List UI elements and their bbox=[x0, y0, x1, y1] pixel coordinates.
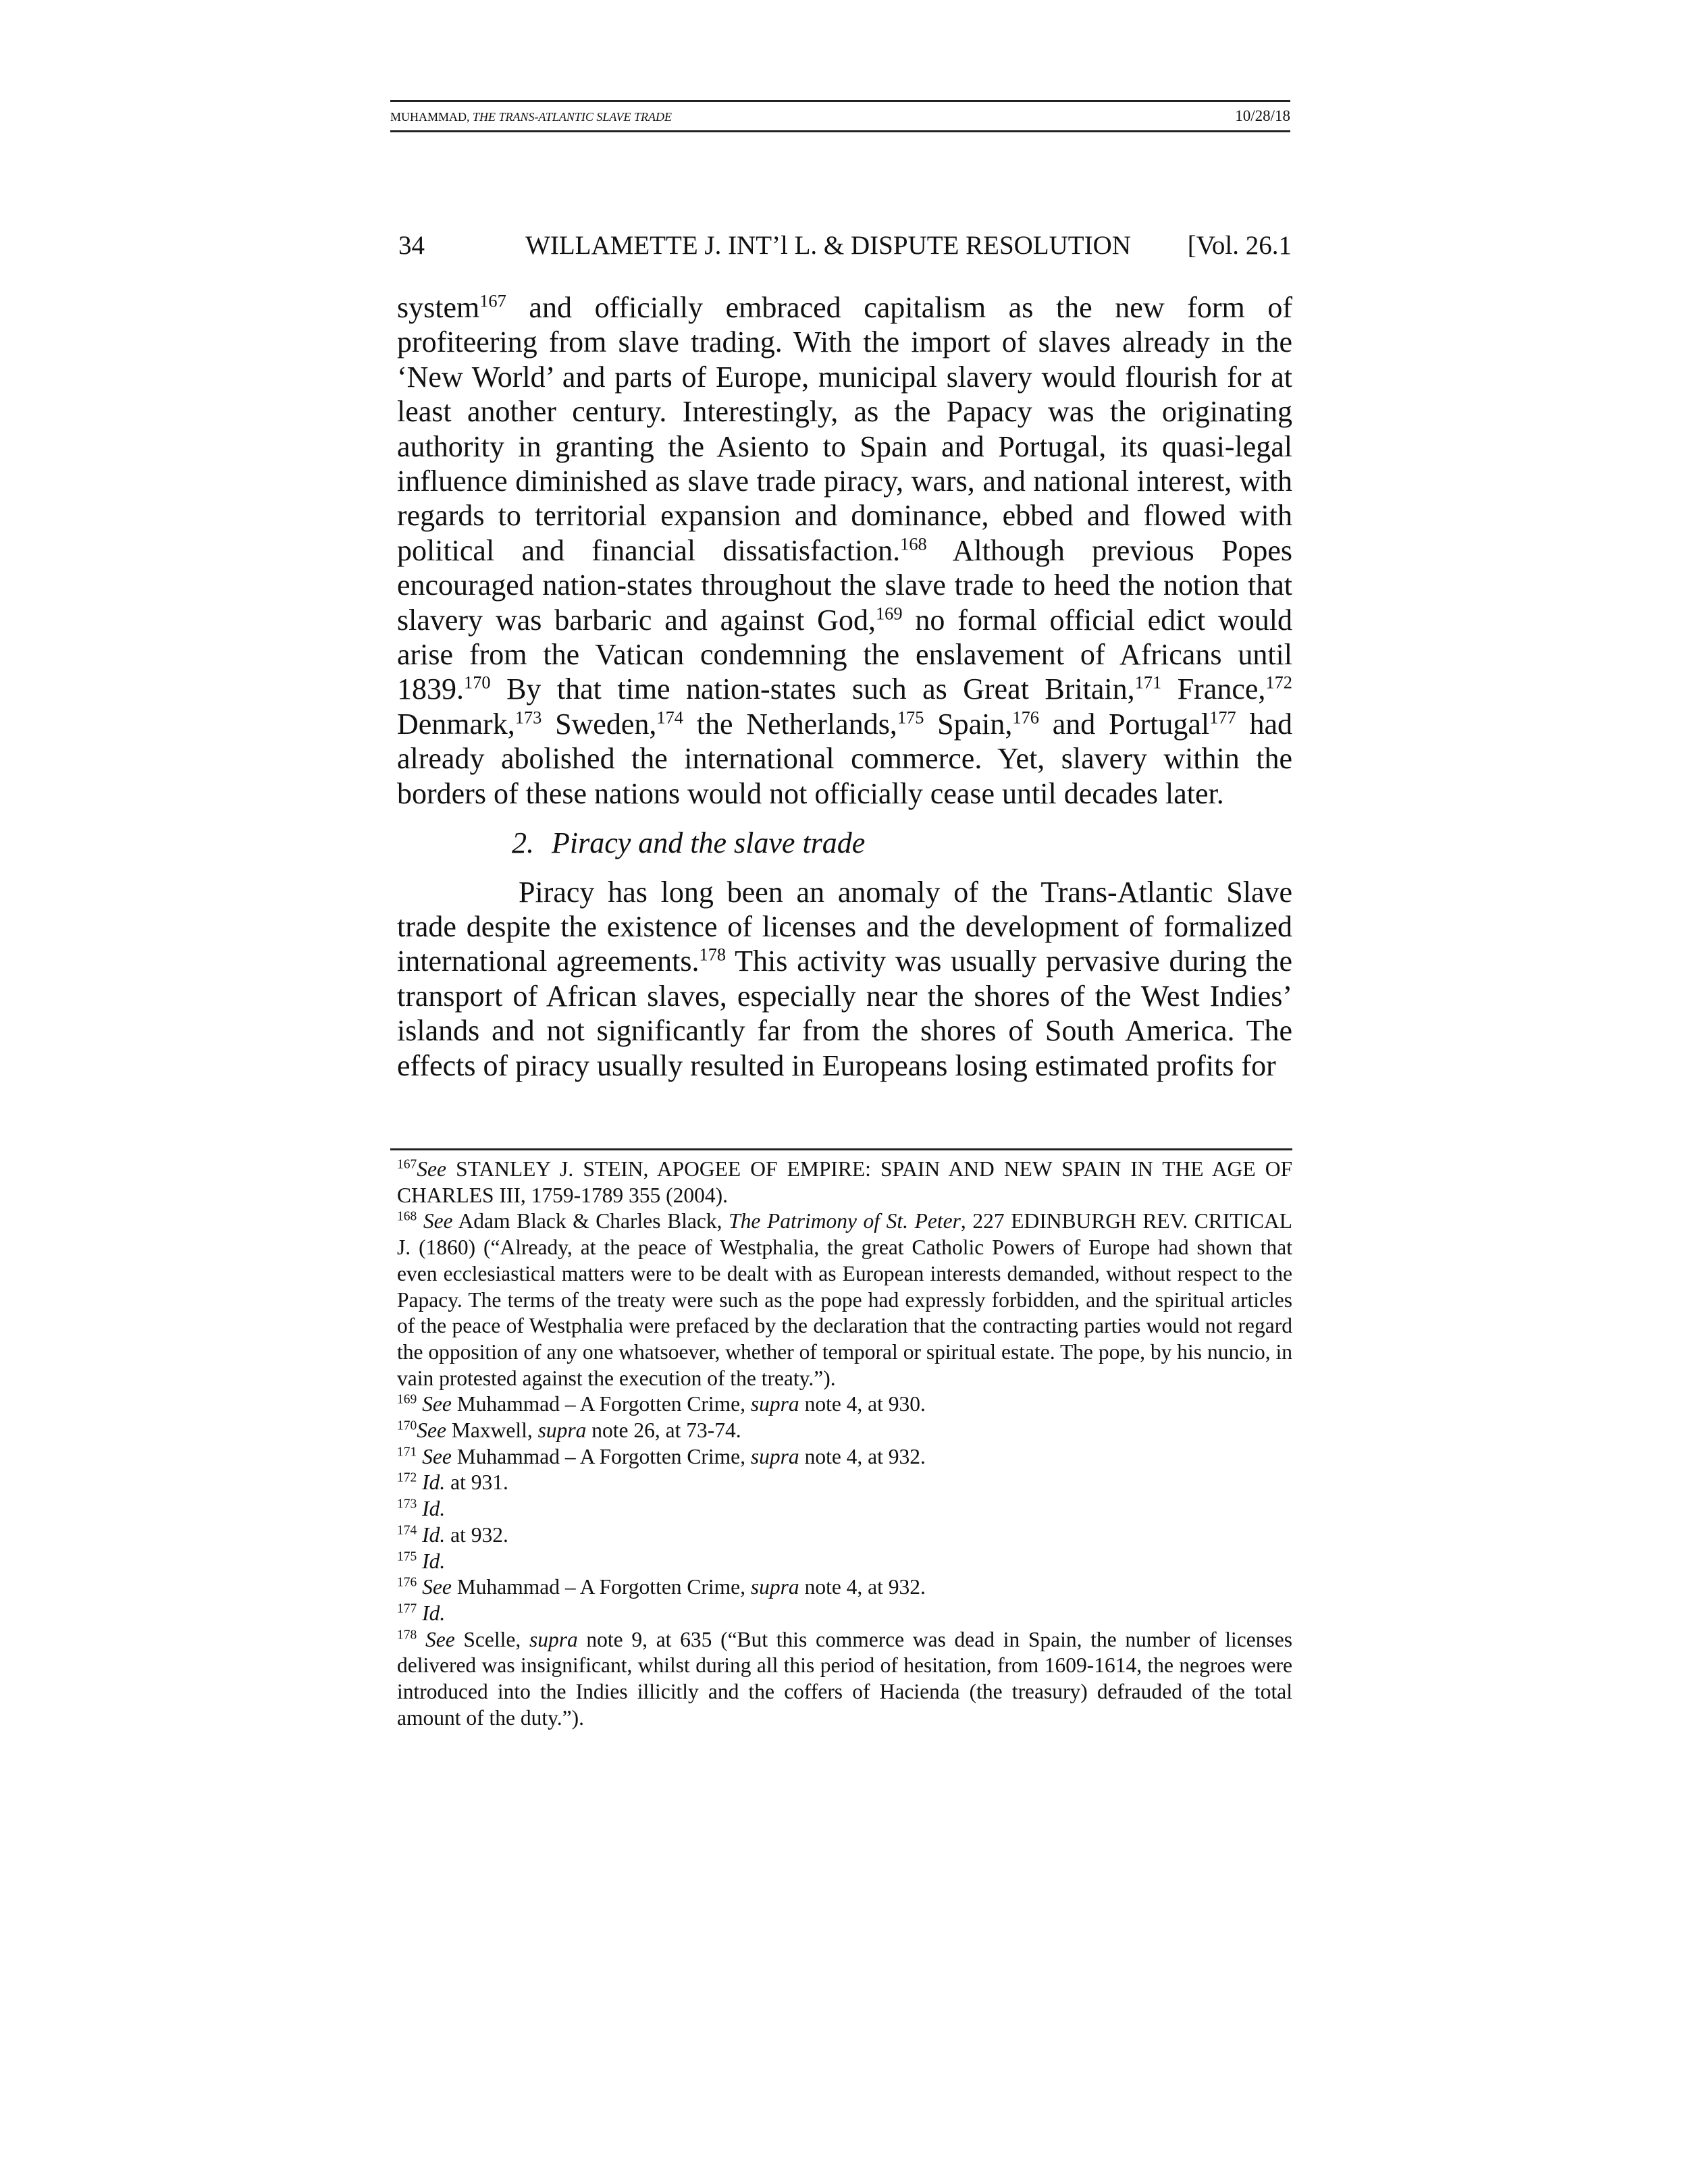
footnote-ref-169[interactable]: 169 bbox=[875, 603, 903, 623]
footnotes bbox=[397, 1156, 1292, 1731]
footnote-170: $^{170}$See Maxwell, supra note 26, at 73-74. bbox=[397, 1418, 741, 1443]
header-date: 10/28/18 bbox=[1235, 107, 1290, 124]
header-author: MUHAMMAD bbox=[390, 110, 467, 124]
footnote-176: $^{176}$ See Muhammad – A Forgotten Crime, supra note 4, at 932. bbox=[397, 1575, 926, 1599]
header-title-2: ATLANTIC SLAVE TRADE bbox=[538, 110, 672, 124]
subheading-text: Piracy and the slave trade bbox=[552, 826, 866, 860]
footnote-ref-173[interactable]: 173 bbox=[515, 707, 542, 728]
footnote-171: $^{171}$ See Muhammad – A Forgotten Crime, supra note 4, at 932. bbox=[397, 1444, 926, 1468]
footnote-177: $^{177}$ Id. bbox=[397, 1601, 446, 1625]
footnote-168: $^{168}$ See Adam Black & Charles Black, The Patrimony of St. Peter, 227 EDINBURGH REV. CRITICAL J. (1860) (“Already, at the peace of Westphalia, the great Catholic Powers of Europe had shown that even ecclesiastical matters were to be dealt with as European interests demanded, without respect to the Papacy. The terms of the treaty were such as the pope had expressly forbidden, and the spiritual articles of the peace of Westphalia were prefaced by the declaration that the contracting parties would not regard the opposition of any one whatsoever, whether of temporal or spiritual estate. The pope, by his nuncio, in vain protested against the execution of the treaty.”). bbox=[397, 1209, 1292, 1390]
footnote-169: $^{169}$ See Muhammad – A Forgotten Crime, supra note 4, at 930. bbox=[397, 1392, 926, 1416]
section-subheading bbox=[512, 826, 1292, 860]
document-header bbox=[390, 100, 1290, 132]
footnote-ref-174[interactable]: 174 bbox=[656, 707, 683, 728]
footnote-ref-178[interactable]: 178 bbox=[699, 944, 727, 965]
footnote-ref-170[interactable]: 170 bbox=[464, 672, 491, 693]
page-number: 34 bbox=[398, 230, 425, 260]
footnote-172: $^{172}$ Id. at 931. bbox=[397, 1470, 508, 1495]
journal-title: WILLAMETTE J. INT’l L. & DISPUTE RESOLUTION bbox=[525, 230, 1131, 260]
footnote-ref-168[interactable]: 168 bbox=[900, 533, 927, 554]
footnote-175: $^{175}$ Id. bbox=[397, 1549, 446, 1573]
footnote-173: $^{173}$ Id. bbox=[397, 1497, 446, 1521]
paragraph-1: system$^{167}$ and officially embraced capitalism as the new form of profiteering from slave trading. With the import of slaves already in the ‘New World’ and parts of Europe, municipal slavery would flourish for at least another century. Interestingly, as the Papacy was the originating authority in granting the Asiento to Spain and Portugal, its quasi-legal influence diminished as slave trade piracy, wars, and national interest, with regards to territorial expansion and dominance, ebbed and flowed with political and financial dissatisfaction.$^{168}$ Although previous Popes encouraged nation-states throughout the slave trade to heed the notion that slavery was barbaric and against God,$^{169}$ no formal official edict would arise from the Vatican condemning the enslavement of Africans until 1839.$^{170}$ By that time nation-states such as Great Britain,$^{171}$ France,$^{172}$ Denmark,$^{173}$ Sweden,$^{174}$ the Netherlands,$^{175}$ Spain,$^{176}$ and Portugal$^{177}$ had already abolished the international commerce. Yet, slavery within the borders of these nations would not officially cease until decades later. bbox=[397, 290, 1292, 810]
subheading-number: 2. bbox=[512, 826, 534, 860]
header-title-1: THE TRANS- bbox=[473, 110, 539, 124]
footnote-167: $^{167}$See STANLEY J. STEIN, APOGEE OF EMPIRE: SPAIN AND NEW SPAIN IN THE AGE OF CHARLES III, 1759-1789 355 (2004). bbox=[397, 1157, 1292, 1207]
footnote-ref-171[interactable]: 171 bbox=[1134, 672, 1162, 693]
footnote-178: $^{178}$ See Scelle, supra note 9, at 635 (“But this commerce was dead in Spain, the number of licenses delivered was insignificant, whilst during all this period of hesitation, from 1609-1614, the negroes were introduced into the Indies illicitly and the coffers of Hacienda (the treasury) defrauded of the total amount of the duty.”). bbox=[397, 1627, 1292, 1730]
paragraph-2: Piracy has long been an anomaly of the Trans-Atlantic Slave trade despite the existence of licenses and the development of formalized international agreements.$^{178}$ This activity was usually pervasive during the transport of African slaves, especially near the shores of the West Indies’ islands and not significantly far from the shores of South America. The effects of piracy usually resulted in Europeans losing estimated profits for bbox=[397, 875, 1292, 1082]
footnote-ref-176[interactable]: 176 bbox=[1012, 707, 1039, 728]
header-citation: MUHAMMAD, THE TRANS-ATLANTIC SLAVE TRADE bbox=[390, 110, 672, 124]
footnote-ref-167[interactable]: 167 bbox=[479, 290, 506, 311]
footnote-ref-175[interactable]: 175 bbox=[897, 707, 924, 728]
footnote-ref-177[interactable]: 177 bbox=[1209, 707, 1236, 728]
footnote-ref-172[interactable]: 172 bbox=[1265, 672, 1292, 693]
footnote-174: $^{174}$ Id. at 932. bbox=[397, 1522, 508, 1547]
footnote-divider bbox=[390, 1148, 1292, 1150]
main-text bbox=[397, 290, 1292, 1083]
running-head bbox=[398, 228, 1292, 262]
volume-label: [Vol. 26.1 bbox=[1187, 230, 1292, 260]
